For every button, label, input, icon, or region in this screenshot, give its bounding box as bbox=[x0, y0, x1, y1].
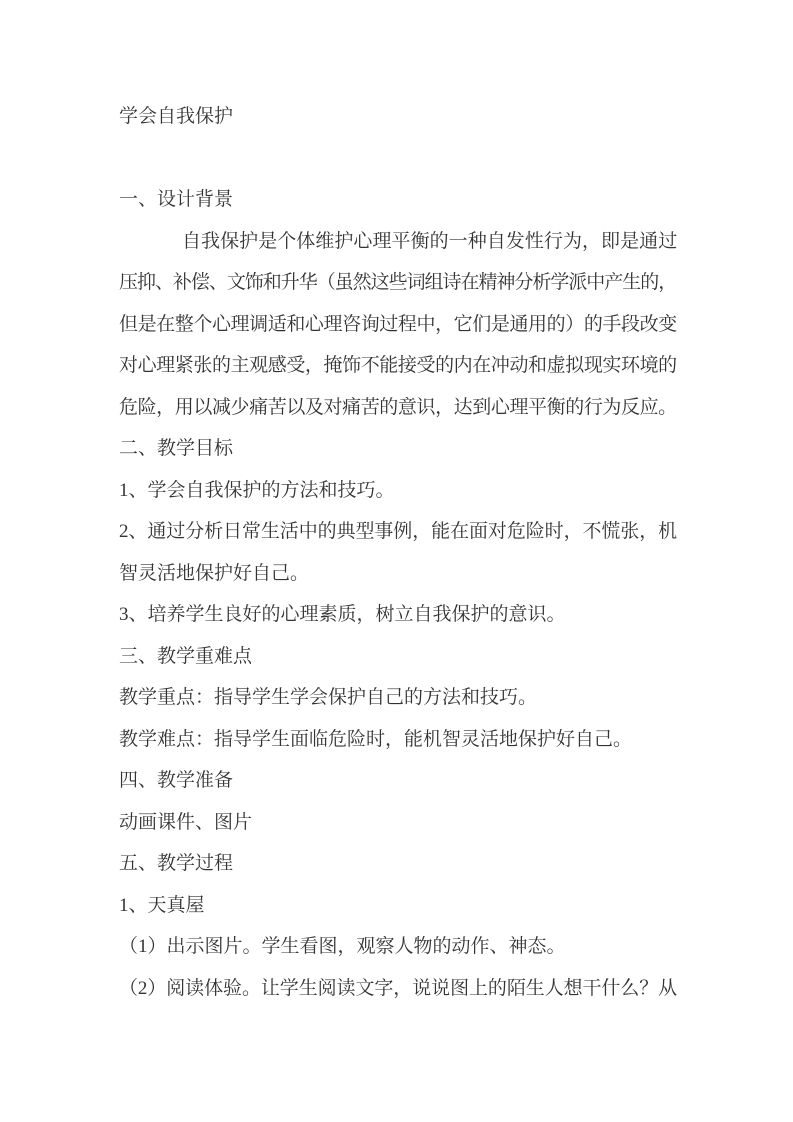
paragraph-line: 但是在整个心理调适和心理咨询过程中，它们是通用的）的手段改变 bbox=[119, 313, 676, 335]
heading-key-difficult-points: 三、教学重难点 bbox=[119, 645, 253, 667]
process-step-1-sub-2: （2）阅读体验。让学生阅读文字，说说图上的陌生人想干什么？从 bbox=[119, 977, 676, 999]
process-step-1: 1、天真屋 bbox=[119, 894, 205, 916]
teaching-difficult-point: 教学难点：指导学生面临危险时，能机智灵活地保护好自己。 bbox=[119, 728, 633, 750]
preparation-items: 动画课件、图片 bbox=[119, 811, 253, 833]
process-step-1-sub-1: （1）出示图片。学生看图，观察人物的动作、神态。 bbox=[119, 936, 566, 957]
goal-item-2-line-2: 智灵活地保护好自己。 bbox=[119, 562, 310, 584]
heading-design-background: 一、设计背景 bbox=[119, 189, 234, 210]
paragraph-line: 对心理紧张的主观感受，掩饰不能接受的内在冲动和虚拟现实环境的 bbox=[119, 355, 676, 376]
paragraph-line: 自我保护是个体维护心理平衡的一种自发性行为，即是通过 bbox=[182, 230, 676, 252]
goal-item-1: 1、学会自我保护的方法和技巧。 bbox=[119, 479, 395, 501]
paragraph-line: 压抑、补偿、文饰和升华（虽然这些词组诗在精神分析学派中产生的， bbox=[119, 272, 676, 293]
document-title: 学会自我保护 bbox=[119, 106, 234, 127]
goal-item-2-line-1: 2、通过分析日常生活中的典型事例，能在面对危险时，不慌张，机 bbox=[119, 521, 676, 542]
document-page bbox=[119, 96, 676, 1009]
teaching-key-point: 教学重点：指导学生学会保护自己的方法和技巧。 bbox=[119, 687, 538, 708]
blank-line bbox=[119, 138, 676, 180]
heading-teaching-preparation: 四、教学准备 bbox=[119, 770, 234, 791]
goal-item-3: 3、培养学生良好的心理素质，树立自我保护的意识。 bbox=[119, 604, 566, 625]
heading-teaching-process: 五、教学过程 bbox=[119, 853, 234, 874]
heading-teaching-goals: 二、教学目标 bbox=[119, 438, 234, 459]
paragraph-line: 危险，用以减少痛苦以及对痛苦的意识，达到心理平衡的行为反应。 bbox=[119, 396, 676, 418]
